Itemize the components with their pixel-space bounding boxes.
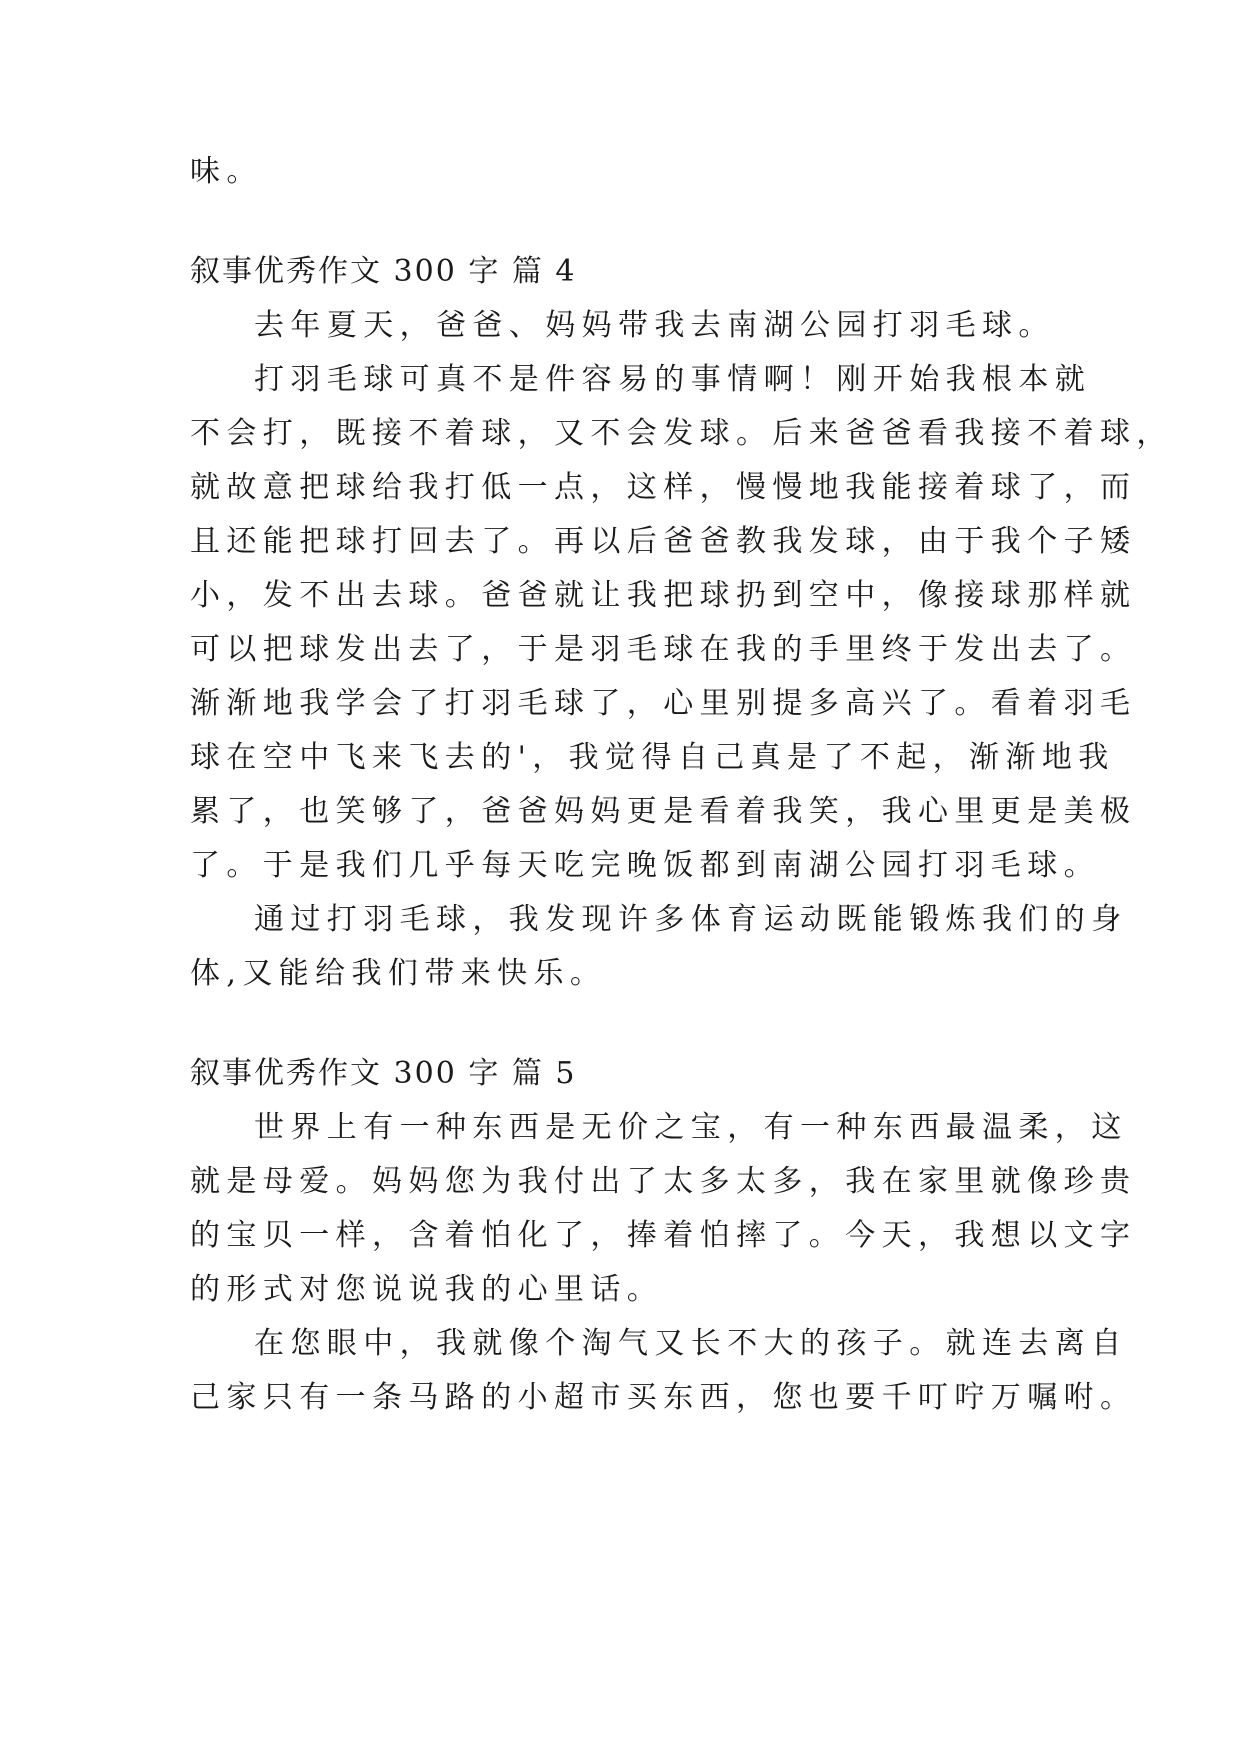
section-heading: 叙事优秀作文 300 字 篇 4 — [190, 254, 577, 289]
paragraph-line: 世界上有一种东西是无价之宝，有一种东西最温柔，这 — [254, 1110, 1128, 1145]
section-heading: 叙事优秀作文 300 字 篇 5 — [190, 1056, 577, 1091]
paragraph-line: 的形式对您说说我的心里话。 — [190, 1272, 664, 1307]
paragraph-line: 小，发不出去球。爸爸就让我把球扔到空中，像接球那样就 — [190, 578, 1137, 613]
paragraph-line: 渐渐地我学会了打羽毛球了，心里别提多高兴了。看着羽毛 — [190, 686, 1137, 721]
text-line: 味。 — [190, 154, 263, 189]
paragraph-line: 就故意把球给我打低一点，这样，慢慢地我能接着球了，而 — [190, 470, 1137, 505]
paragraph-line: 在您眼中，我就像个淘气又长不大的孩子。就连去离自 — [254, 1326, 1128, 1361]
paragraph-line: 体,又能给我们带来快乐。 — [190, 956, 607, 991]
paragraph-line: 的宝贝一样，含着怕化了，捧着怕摔了。今天，我想以文字 — [190, 1218, 1137, 1253]
paragraph-line: 可以把球发出去了，于是羽毛球在我的手里终于发出去了。 — [190, 632, 1137, 667]
paragraph-line: 打羽毛球可真不是件容易的事情啊！刚开始我根本就 — [254, 362, 1092, 397]
paragraph-line: 累了，也笑够了，爸爸妈妈更是看着我笑，我心里更是美极 — [190, 794, 1137, 829]
paragraph-line: 就是母爱。妈妈您为我付出了太多太多，我在家里就像珍贵 — [190, 1164, 1137, 1199]
paragraph-line: 通过打羽毛球，我发现许多体育运动既能锻炼我们的身 — [254, 902, 1128, 937]
paragraph-line: 且还能把球打回去了。再以后爸爸教我发球，由于我个子矮 — [190, 524, 1137, 559]
paragraph-line: 去年夏天，爸爸、妈妈带我去南湖公园打羽毛球。 — [254, 308, 1055, 343]
paragraph-line: 球在空中飞来飞去的'，我觉得自己真是了不起，渐渐地我 — [190, 740, 1115, 775]
paragraph-line: 不会打，既接不着球，又不会发球。后来爸爸看我接不着球， — [190, 416, 1173, 451]
paragraph-line: 了。于是我们几乎每天吃完晚饭都到南湖公园打羽毛球。 — [190, 848, 1100, 883]
paragraph-line: 己家只有一条马路的小超市买东西，您也要千叮咛万嘱咐。 — [190, 1380, 1137, 1415]
